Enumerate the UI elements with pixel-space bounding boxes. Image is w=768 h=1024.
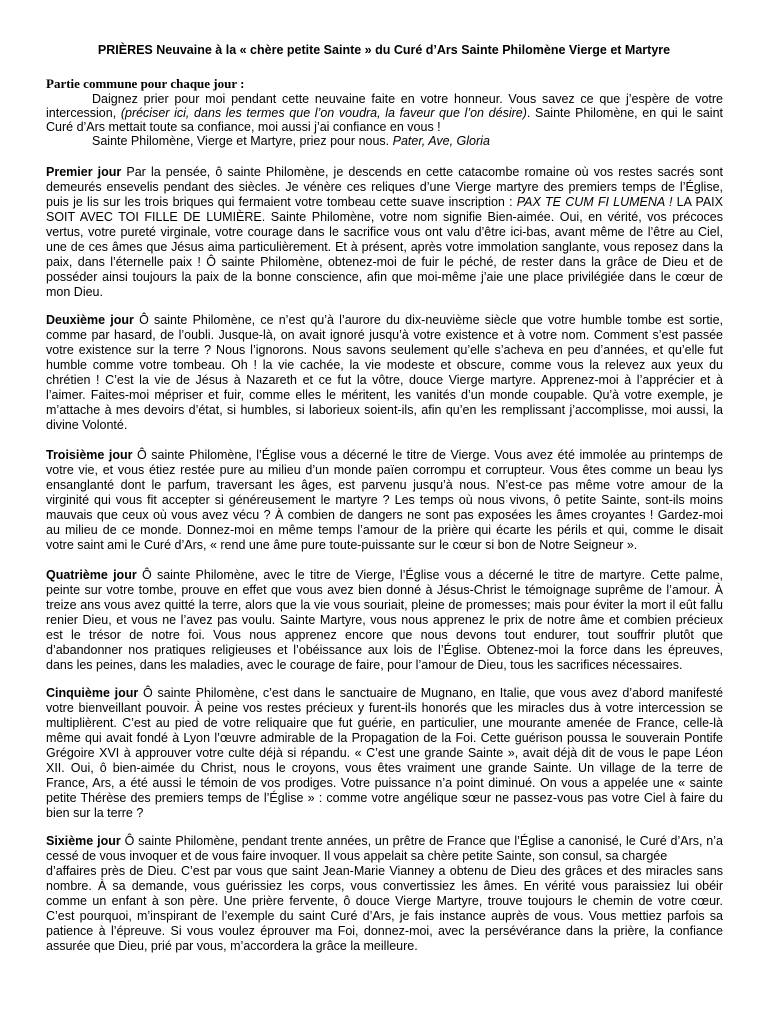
line-text: LA PAIX bbox=[672, 194, 723, 209]
italic-text: Pater, Ave, Gloria bbox=[392, 134, 490, 149]
text-line bbox=[46, 791, 723, 806]
line-text: dans les peines, dans les maladies, avec le courage de faire, pour l’amour de Dieu, tous les sacrifices nécessaires. bbox=[46, 657, 683, 672]
line-text: Ô sainte Philomène, pendant trente années, un prêtre de France que l’Église a canonisé, le Curé d’Ars, n’a bbox=[124, 833, 723, 848]
text-line bbox=[46, 270, 723, 285]
italic-text: PAX TE CUM FI LUMENA ! bbox=[516, 194, 673, 209]
text-line bbox=[46, 120, 723, 134]
line-text: patience à l’épreuve. Si vous voulez éprouver ma Foi, donnez-moi, avec la persévérance dans la prière, la confiance bbox=[46, 923, 723, 938]
line-text: virginité qui vous fit accepter si généreusement le martyre ? Les temps où nous vivons, ô petite Sainte, sont-ils moins bbox=[46, 492, 723, 507]
text-line bbox=[46, 701, 723, 716]
day-2-paragraph bbox=[46, 313, 723, 433]
line-text: d’abandonner nos pratiques religieuses et l’obéissance aux lois de l’Église. Obtenez-moi la force dans les épreuves, bbox=[46, 642, 723, 657]
text-line bbox=[46, 240, 723, 255]
text-line bbox=[46, 523, 723, 538]
line-text: demeurés ensevelis pendant des siècles. Je vénère ces reliques d’une Vierge martyre des premiers temps de l’Église, bbox=[46, 179, 723, 194]
line-text: SOIT AVEC TOI FILLE DE LUMIÈRE. Sainte Philomène, votre nom signifie Bien-aimée. Oui, en vérité, vos précoces bbox=[46, 209, 723, 224]
text-line bbox=[46, 613, 723, 628]
text-line bbox=[46, 834, 723, 849]
text-line bbox=[46, 92, 723, 106]
line-text: votre existence sur la terre ? Nous l’ignorons. Nous savons seulement qu’elle s’acheva en peu d’années, et qu’elle fut bbox=[46, 342, 723, 357]
line-text: posséder ainsi toujours la paix de la bonne conscience, afin que moi-même j’aie une place privilégiée dans le cœur de bbox=[46, 269, 723, 284]
text-line bbox=[46, 418, 723, 433]
text-line bbox=[46, 373, 723, 388]
text-line bbox=[46, 255, 723, 270]
line-text: treize ans vous avez quitté la terre, alors que la vie vous souriait, pleine de promesses; mais pour éviter la mort il eût fallu bbox=[46, 597, 723, 612]
line-text: Ô sainte Philomène, avec le titre de Vierge, l’Église vous a décerné le titre de martyre. Cette palme, bbox=[141, 567, 723, 582]
text-line bbox=[46, 388, 723, 403]
day-heading: Deuxième jour bbox=[46, 312, 134, 327]
text-line bbox=[46, 879, 723, 894]
text-line bbox=[46, 134, 723, 148]
line-text: d’affaires près de Dieu. C’est par vous que saint Jean-Marie Vianney a obtenu de Dieu des grâces et des miracles sans bbox=[46, 863, 723, 878]
text-line bbox=[46, 849, 723, 864]
line-text: cessé de vous invoquer et de vous faire invoquer. Il vous appelait sa chère petite Sainte, son consul, sa chargée bbox=[46, 848, 668, 863]
text-line bbox=[46, 478, 723, 493]
text-line bbox=[46, 195, 723, 210]
line-text: Daignez prier pour moi pendant cette neuvaine faite en votre honneur. Vous savez ce que j’espère de votre bbox=[92, 91, 723, 106]
line-text: Ô sainte Philomène, l’Église vous a décerné le titre de Vierge. Vous avez été immolée au printemps de bbox=[137, 447, 723, 462]
text-line bbox=[46, 806, 723, 821]
line-text: bien sur la terre ? bbox=[46, 805, 144, 820]
line-text: même qui avait fondé à Lyon l’œuvre admirable de la Propagation de la Foi. Cette guérison poussa le souverain Pontife bbox=[46, 730, 723, 745]
day-3-paragraph bbox=[46, 448, 723, 553]
line-text: puis je lis sur les trois briques qui fermaient votre tombeau cette suave inscription : bbox=[46, 194, 517, 209]
text-line bbox=[46, 746, 723, 761]
line-text: une de ces âmes que Jésus aima particulièrement. Et à présent, après votre immolation sanglante, vous reposez dans la bbox=[46, 239, 723, 254]
common-part-heading: Partie commune pour chaque jour : bbox=[46, 75, 245, 91]
text-line bbox=[46, 493, 723, 508]
text-line bbox=[46, 909, 723, 924]
day-6-paragraph bbox=[46, 834, 723, 954]
text-line bbox=[46, 358, 723, 373]
line-text: Par la pensée, ô sainte Philomène, je descends en cette catacombe romaine où vos restes sacrés sont bbox=[126, 164, 723, 179]
line-text: comme par hasard, de l’oubli. Jusque-là, on avait ignoré jusqu’à votre existence et à votre nom. Comment s’est passée bbox=[46, 327, 723, 342]
text-line bbox=[46, 628, 723, 643]
text-line bbox=[46, 731, 723, 746]
day-1-paragraph bbox=[46, 165, 723, 300]
text-line bbox=[46, 568, 723, 583]
day-heading: Cinquième jour bbox=[46, 685, 139, 700]
text-line bbox=[46, 508, 723, 523]
line-text: Ô sainte Philomène, ce n’est qu’à l’aurore du dix-neuvième siècle que votre humble tombe est sortie, bbox=[139, 312, 724, 327]
line-text: Ô sainte Philomène, c’est dans le sanctuaire de Mugnano, en Italie, que vous avez d’abord manifesté bbox=[143, 685, 723, 700]
day-4-paragraph bbox=[46, 568, 723, 673]
text-line bbox=[46, 210, 723, 225]
line-text: C’est pourquoi, m’inspirant de l’exemple du saint Curé d’Ars, je fais instance auprès de vous. Vous mettiez parfois sa bbox=[46, 908, 723, 923]
day-heading: Premier jour bbox=[46, 164, 122, 179]
text-line bbox=[46, 583, 723, 598]
day-5-paragraph bbox=[46, 686, 723, 821]
line-text: m’attache à mes devoirs d’état, si humbles, si laborieux soient-ils, afin qu’en les remplissant j’accomplisse, moi aussi, la bbox=[46, 402, 723, 417]
text-line bbox=[46, 313, 723, 328]
line-text: Sainte Philomène, Vierge et Martyre, priez pour nous. bbox=[92, 134, 393, 149]
text-line bbox=[46, 924, 723, 939]
line-text: . Sainte Philomène, en qui le saint bbox=[526, 106, 723, 121]
line-text: peinte sur votre tombe, prouve en effet que vous avez bien donné à Jésus-Christ le témoignage suprême de l’amour. À bbox=[46, 582, 723, 597]
text-line bbox=[46, 864, 723, 879]
line-text: au milieu de ce monde. Donnez-moi en même temps l’amour de la prière qui écarte les périls et qui, comme le disait bbox=[46, 522, 723, 537]
document-title: PRIÈRES Neuvaine à la « chère petite Sainte » du Curé d’Ars Sainte Philomène Vierge et Martyre bbox=[97, 42, 671, 57]
text-line bbox=[46, 716, 723, 731]
text-line bbox=[46, 776, 723, 791]
line-text: intercession, bbox=[46, 106, 121, 121]
line-text: Grégoire XVI à approuver votre culte déjà si répandu. « C’est une grande Sainte », avait déjà dit de vous le pape Léon bbox=[46, 745, 723, 760]
line-text: petite Thérèse des premiers temps de l’Église » : comme votre angélique sœur ne passez-vous pas votre Ciel à faire du bbox=[46, 790, 723, 805]
line-text: l’aimer. Faites-moi mépriser et fuir, comme elles le méritent, les vanités d’un monde coupable. Qu’à votre exemple, je bbox=[46, 387, 723, 402]
day-heading: Quatrième jour bbox=[46, 567, 137, 582]
text-line bbox=[46, 403, 723, 418]
line-text: comme un enfant à son père. Une prière fervente, ô douce Vierge Martyre, trouve toujours le chemin de votre cœur. bbox=[46, 893, 723, 908]
line-text: assurée que Dieu, prié par vous, m’accordera la grâce la meilleure. bbox=[46, 938, 418, 953]
line-text: votre saint ami le Curé d’Ars, « rend une âme pure toute-puissante sur le cœur si bon de Notre Seigneur ». bbox=[46, 537, 638, 552]
line-text: vertus, votre pureté virginale, votre courage dans le sacrifice vous ont valu d’être ici-bas, avant même de l’être au Ciel, bbox=[46, 224, 723, 239]
line-text: XII. Oui, ô bien-aimée du Christ, nous le croyons, vous êtes vraiment une grande Sainte. Un village de la terre de bbox=[46, 760, 723, 775]
line-text: renier Dieu, et vous ne l’avez pas voulu. Sainte Martyre, vous nous apprenez le prix de notre âme et combien précieux bbox=[46, 612, 723, 627]
text-line bbox=[46, 343, 723, 358]
day-heading: Troisième jour bbox=[46, 447, 133, 462]
line-text: Curé d’Ars mettait toute sa confiance, moi aussi j’ai confiance en vous ! bbox=[46, 120, 441, 135]
text-line bbox=[46, 643, 723, 658]
line-text: paix, dans l’éternelle paix ! Ô sainte Philomène, obtenez-moi de fuir le péché, de rester dans la grâce de Dieu et de bbox=[46, 254, 723, 269]
text-line bbox=[46, 106, 723, 120]
line-text: multiplièrent. C’est au pied de votre reliquaire que fut guérie, en particulier, une mourante amenée de France, celle-là bbox=[46, 715, 723, 730]
line-text: divine Volonté. bbox=[46, 417, 128, 432]
line-text: votre vie, et vous étiez restée pure au milieu d’un monde païen corrompu et corrupteur. Vous êtes comme un beau lys bbox=[46, 462, 723, 477]
common-prayer-paragraph bbox=[46, 92, 723, 149]
line-text: mon Dieu. bbox=[46, 284, 103, 299]
line-text: humble comme votre tombeau. Oh ! la vie cachée, la vie modeste et obscure, comme vous la relevez aux yeux du bbox=[46, 357, 723, 372]
text-line bbox=[46, 686, 723, 701]
text-line bbox=[46, 939, 723, 954]
italic-text: (préciser ici, dans les termes que l’on voudra, la faveur que l’on désire) bbox=[120, 106, 527, 121]
text-line bbox=[46, 165, 723, 180]
text-line bbox=[46, 225, 723, 240]
line-text: est le trésor de notre foi. Vous nous apprenez encore que nous devons tout endurer, tout souffrir plutôt que bbox=[46, 627, 723, 642]
text-line bbox=[46, 538, 723, 553]
line-text: nombre. À sa demande, vous guérissiez les corps, vous convertissiez les âmes. En vérité vous paraissiez lui obéir bbox=[46, 878, 723, 893]
line-text: mauvais que ceux où vous avez vécu ? À combien de dangers ne sont pas exposées les âmes croyantes ! Gardez-moi bbox=[46, 507, 723, 522]
text-line bbox=[46, 598, 723, 613]
text-line bbox=[46, 448, 723, 463]
text-line bbox=[46, 180, 723, 195]
text-line bbox=[46, 658, 723, 673]
line-text: votre bienveillant pouvoir. À peine vos restes précieux y furent-ils honorés que les miracles dus à votre intercession se bbox=[46, 700, 723, 715]
text-line bbox=[46, 894, 723, 909]
text-line bbox=[46, 285, 723, 300]
text-line bbox=[46, 328, 723, 343]
line-text: France, Ars, a été aussi le témoin de vos prodiges. Votre puissance n’a point diminué. On vous a appelée une « sainte bbox=[46, 775, 723, 790]
text-line bbox=[46, 463, 723, 478]
text-line bbox=[46, 761, 723, 776]
line-text: ensanglanté dont le parfum, traversant les âges, est parvenu jusqu’à nous. N’est-ce pas même votre amour de la bbox=[46, 477, 723, 492]
day-heading: Sixième jour bbox=[46, 833, 121, 848]
line-text: chrétien ! C’est la vie de Jésus à Nazareth et ce fut la vôtre, douce Vierge martyre. Apprenez-moi à l’apprécier et à bbox=[46, 372, 723, 387]
